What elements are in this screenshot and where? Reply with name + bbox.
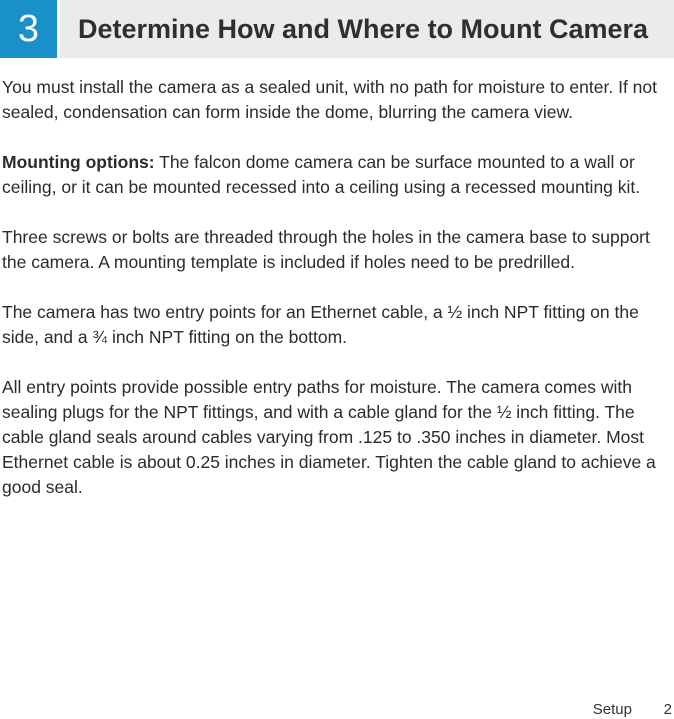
paragraph-mounting-options <box>2 150 670 200</box>
footer-section-name: Setup <box>592 701 632 718</box>
paragraph-moisture: All entry points provide possible entry paths for moisture. The camera comes with sealing plugs for the NPT fittings, and with a cable gland for the ½ inch fitting. The cable gland seals around cables varying from .125 to .350 inches in diameter. Most Ethernet cable is about 0.25 inches in diameter. Tighten the cable gland to achieve a good seal. <box>2 377 656 497</box>
paragraph-sealed-unit: You must install the camera as a sealed unit, with no path for moisture to enter. If not sealed, condensation can form inside the dome, blurring the camera view. <box>2 77 657 122</box>
title-band <box>60 0 674 58</box>
page-number: 2 <box>663 701 672 718</box>
section-header <box>0 0 674 58</box>
step-number-badge: 3 <box>0 0 57 58</box>
mounting-options-label: Mounting options: <box>2 152 155 172</box>
mounting-options-text: The falcon dome camera can be surface mounted to a wall or ceiling, or it can be mounted recessed into a ceiling using a recessed mounting kit. <box>2 152 641 197</box>
paragraph-entry-points: The camera has two entry points for an Ethernet cable, a ½ inch NPT fitting on the side, and a ¾ inch NPT fitting on the bottom. <box>2 302 639 347</box>
section-title: Determine How and Where to Mount Camera <box>78 14 649 44</box>
body-content <box>2 75 670 525</box>
paragraph-screws: Three screws or bolts are threaded through the holes in the camera base to support the camera. A mounting template is included if holes need to be predrilled. <box>2 227 650 272</box>
